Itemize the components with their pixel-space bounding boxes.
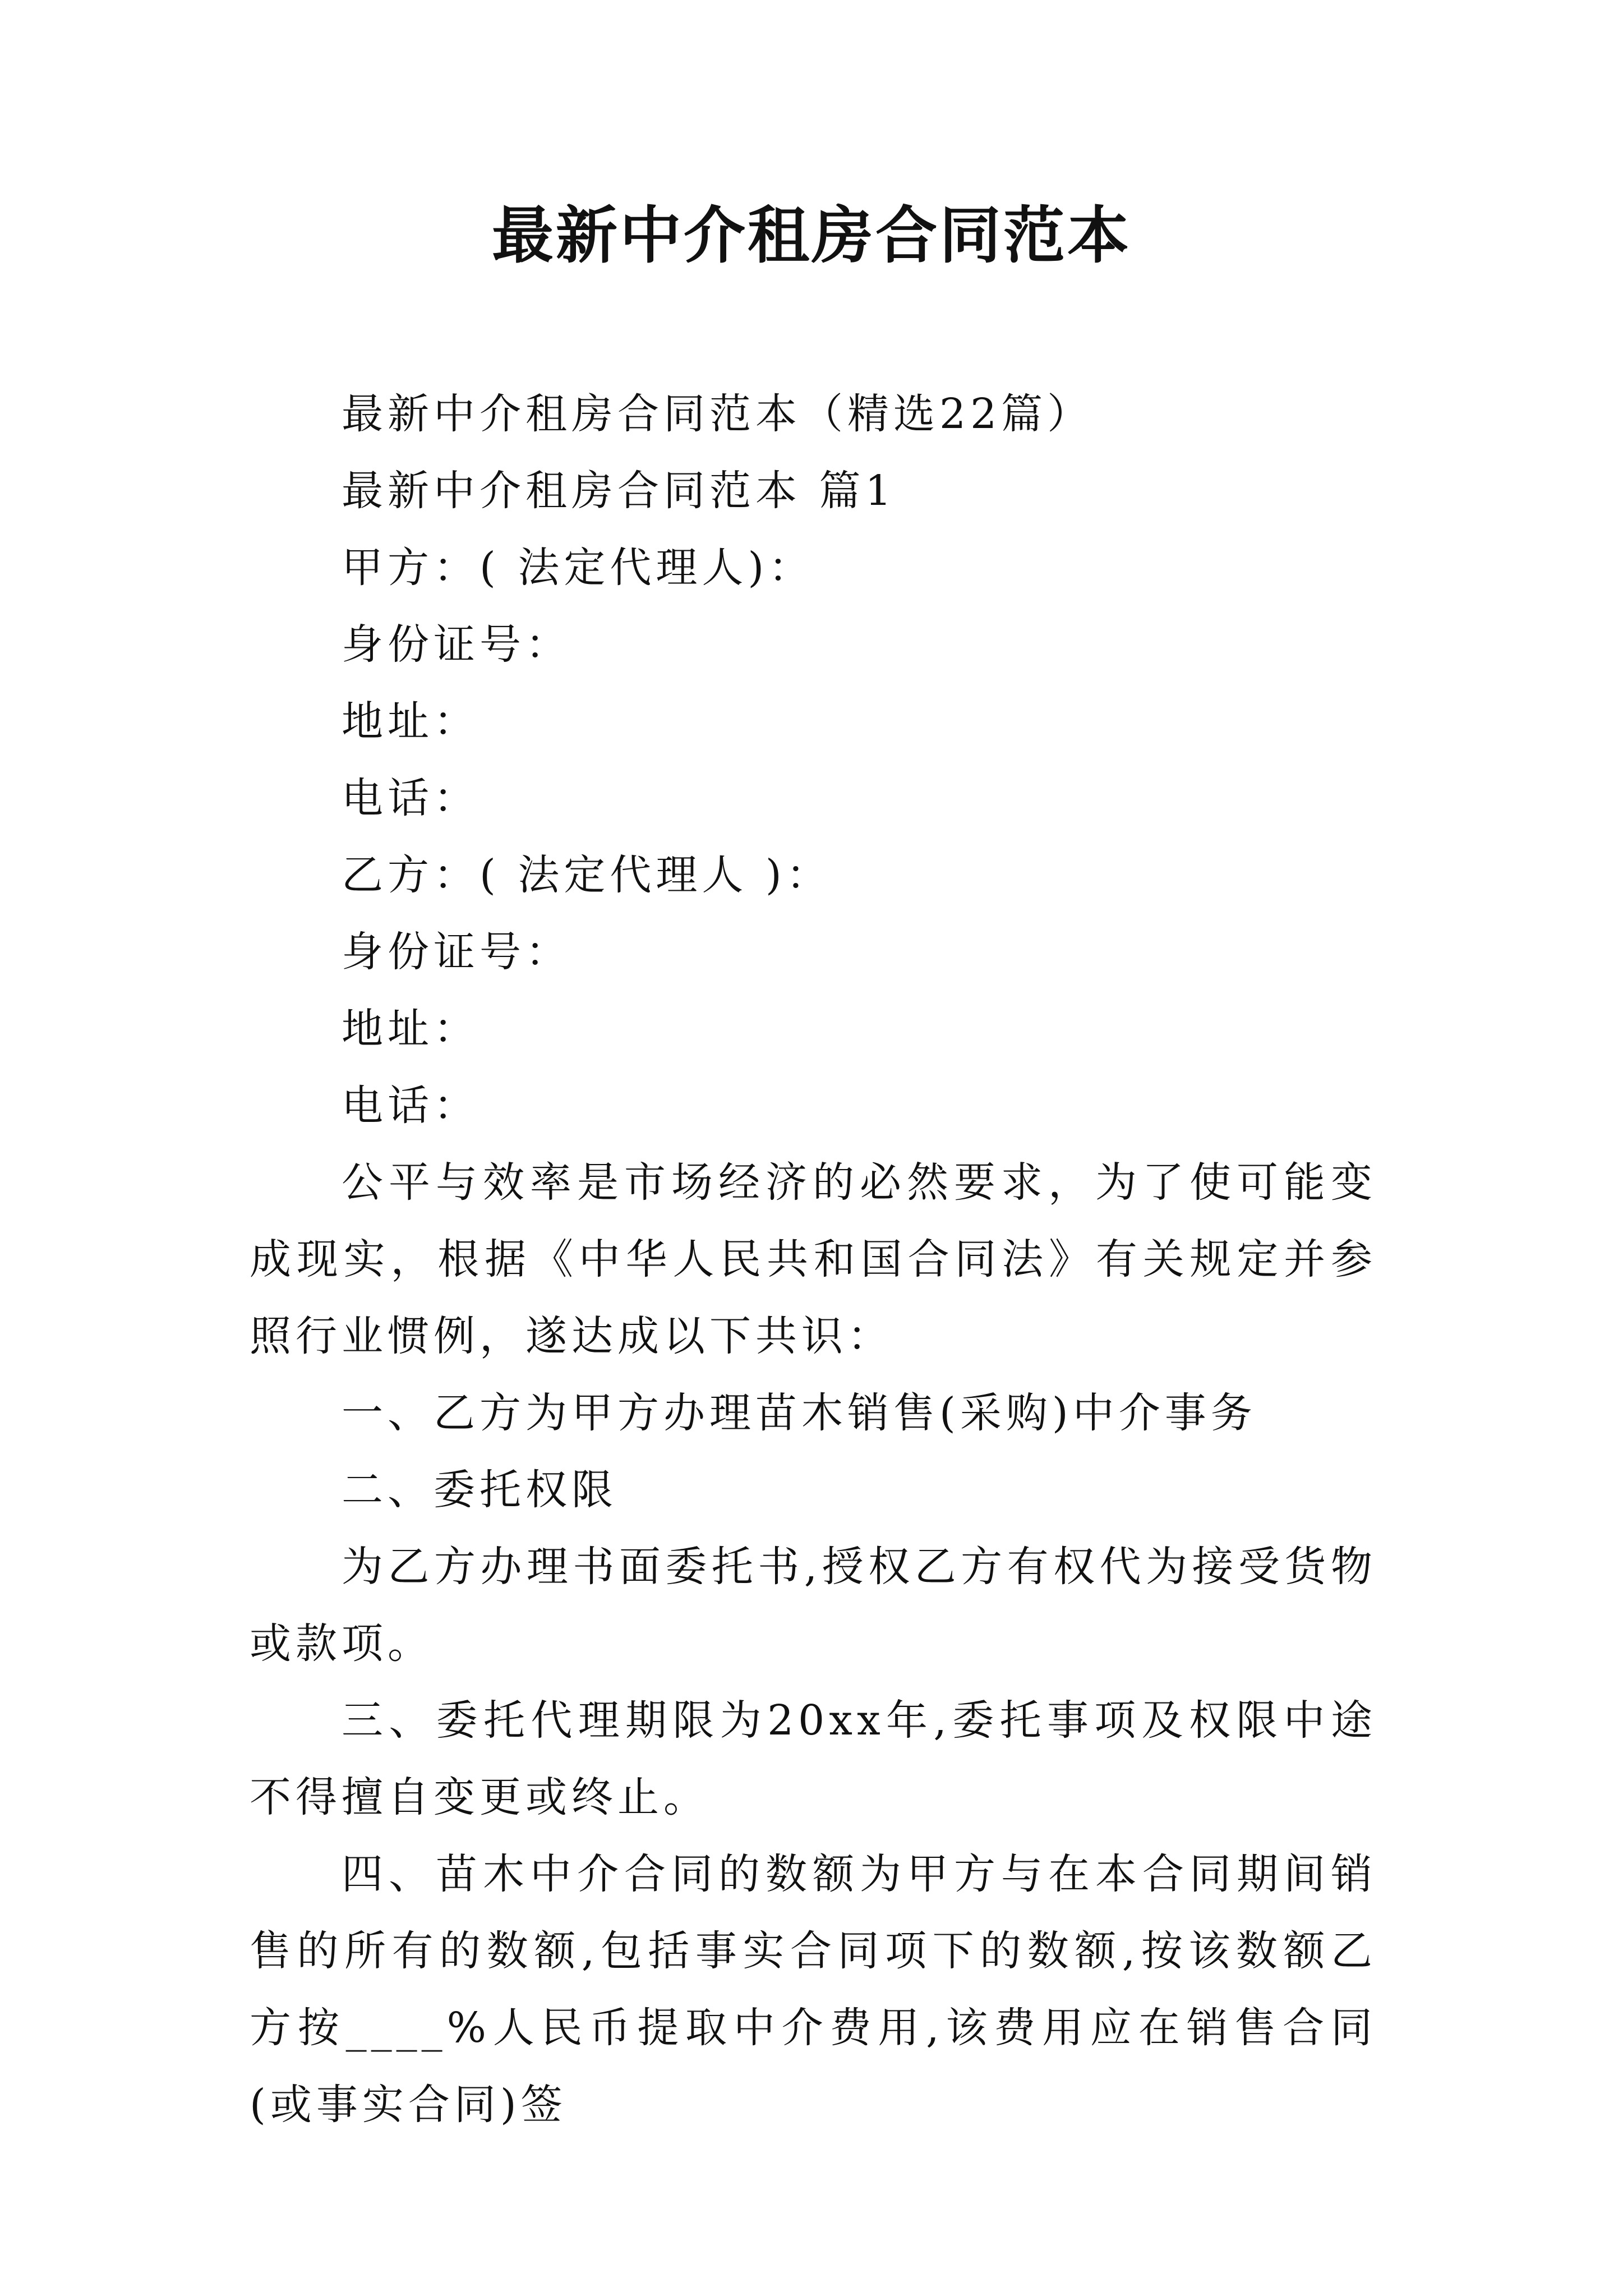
party-a-address-line: 地址： xyxy=(342,697,479,746)
party-a-phone-line: 电话： xyxy=(342,774,479,822)
party-b-phone-line: 电话： xyxy=(342,1082,479,1130)
party-b-line: 乙方：( 法定代理人 )： xyxy=(342,851,832,899)
clause-2-heading: 二、委托权限 xyxy=(342,1466,617,1514)
clause-3: 三、委托代理期限为20xx年,委托事项及权限中途不得擅自变更或终止。 xyxy=(250,1696,1377,1821)
clause-2-body: 为乙方办理书面委托书,授权乙方有权代为接受货物或款项。 xyxy=(250,1543,1377,1668)
party-a-id-line: 身份证号： xyxy=(342,620,571,669)
document-body xyxy=(250,376,1377,2143)
preamble-paragraph: 公平与效率是市场经济的必然要求，为了使可能变成现实，根据《中华人民共和国合同法》有关规定并参照行业惯例，遂达成以下共识： xyxy=(250,1158,1377,1360)
section-heading: 最新中介租房合同范本 篇1 xyxy=(342,467,896,515)
clause-1: 一、乙方为甲方办理苗木销售(采购)中介事务 xyxy=(342,1389,1257,1437)
party-a-line: 甲方：( 法定代理人)： xyxy=(342,544,815,592)
party-b-address-line: 地址： xyxy=(342,1005,479,1053)
subtitle-paragraph: 最新中介租房合同范本（精选22篇） xyxy=(342,390,1094,438)
party-b-id-line: 身份证号： xyxy=(342,928,571,976)
clause-4: 四、苗木中介合同的数额为甲方与在本合同期间销售的所有的数额,包括事实合同项下的数额,按该数额乙方按____%人民币提取中介费用,该费用应在销售合同(或事实合同)签 xyxy=(250,1850,1377,2129)
document-title: 最新中介租房合同范本 xyxy=(492,199,1131,272)
